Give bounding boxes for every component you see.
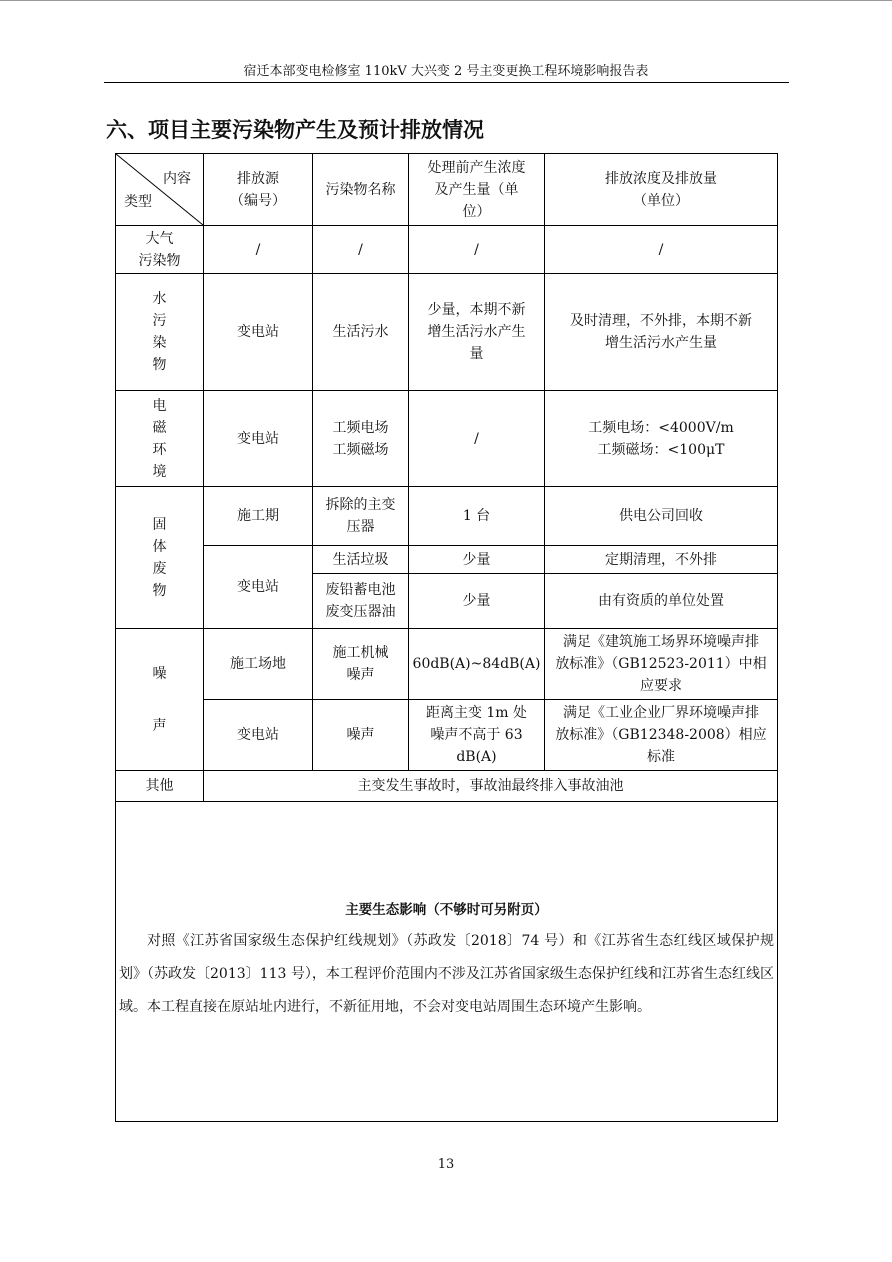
- diagonal-header-cell: [116, 154, 204, 226]
- em-before: /: [409, 391, 545, 487]
- air-pollutant: /: [313, 226, 409, 274]
- noise-pollutant-1: 施工机械 噪声: [313, 629, 409, 700]
- table-row-air: [116, 226, 778, 274]
- header-type-label: 类型: [124, 194, 152, 210]
- solid-after-3: 由有资质的单位处置: [545, 574, 778, 629]
- air-source: /: [204, 226, 313, 274]
- table-row-noise-2: [116, 700, 778, 771]
- running-header: 宿迁本部变电检修室 110kV 大兴变 2 号主变更换工程环境影响报告表: [243, 64, 649, 79]
- water-source: 变电站: [204, 274, 313, 391]
- header-rule: [104, 82, 789, 83]
- water-after: 及时清理，不外排，本期不新 增生活污水产生量: [545, 274, 778, 391]
- type-noise-top: 噪: [152, 665, 167, 682]
- table-row-water: [116, 274, 778, 391]
- solid-source-2: 变电站: [204, 546, 313, 629]
- header-source: 排放源 （编号）: [204, 154, 313, 226]
- eco-impact-title: 主要生态影响（不够时可另附页）: [345, 902, 548, 918]
- eco-impact-cell: [116, 802, 778, 1122]
- type-water: 水 污 染 物: [116, 274, 204, 391]
- page-top-border: [0, 0, 892, 1]
- table-header-row: [116, 154, 778, 226]
- noise-before-2: 距离主变 1m 处 噪声不高于 63 dB(A): [409, 700, 545, 771]
- noise-after-2: 满足《工业企业厂界环境噪声排 放标准》（GB12348-2008）相应 标准: [545, 700, 778, 771]
- em-pollutant: 工频电场 工频磁场: [313, 391, 409, 487]
- em-source: 变电站: [204, 391, 313, 487]
- air-before: /: [409, 226, 545, 274]
- water-before: 少量，本期不新 增生活污水产生 量: [409, 274, 545, 391]
- noise-after-1: 满足《建筑施工场界环境噪声排 放标准》（GB12523-2011）中相 应要求: [545, 629, 778, 700]
- table-row-noise-1: [116, 629, 778, 700]
- table-row-solid-2: [116, 546, 778, 574]
- header-after: 排放浓度及排放量 （单位）: [545, 154, 778, 226]
- solid-pollutant-3: 废铅蓄电池 废变压器油: [313, 574, 409, 629]
- type-other: 其他: [116, 771, 204, 802]
- solid-before-3: 少量: [409, 574, 545, 629]
- type-em: 电 磁 环 境: [116, 391, 204, 487]
- table-row-solid-1: [116, 487, 778, 546]
- water-pollutant: 生活污水: [313, 274, 409, 391]
- solid-source-1: 施工期: [204, 487, 313, 546]
- eco-impact-body: 对照《江苏省国家级生态保护红线规划》（苏政发〔2018〕74 号）和《江苏省生态红线区域保护规划》（苏政发〔2013〕113 号），本工程评价范围内不涉及江苏省国家级生态保护红线和江苏省生态红线区域。本工程直接在原站址内进行，不新征用地，不会对变电站周围生态环境产生影响。: [119, 933, 774, 1015]
- table-row-other: [116, 771, 778, 802]
- noise-source-1: 施工场地: [204, 629, 313, 700]
- section-title: 六、项目主要污染物产生及预计排放情况: [106, 118, 484, 142]
- type-noise-bottom: 声: [152, 717, 167, 734]
- type-air: 大气 污染物: [116, 226, 204, 274]
- type-solid: 固 体 废 物: [116, 487, 204, 629]
- solid-before-2: 少量: [409, 546, 545, 574]
- noise-source-2: 变电站: [204, 700, 313, 771]
- pollutant-table: [115, 153, 778, 1122]
- header-content-label: 内容: [163, 171, 191, 187]
- table-row-em: [116, 391, 778, 487]
- header-pollutant: 污染物名称: [313, 154, 409, 226]
- header-before: 处理前产生浓度 及产生量（单 位）: [409, 154, 545, 226]
- solid-after-1: 供电公司回收: [545, 487, 778, 546]
- solid-pollutant-1: 拆除的主变 压器: [313, 487, 409, 546]
- noise-pollutant-2: 噪声: [313, 700, 409, 771]
- type-noise: [116, 629, 204, 771]
- other-content: 主变发生事故时，事故油最终排入事故油池: [204, 771, 778, 802]
- table-row-eco: [116, 802, 778, 1122]
- noise-before-1: 60dB(A)~84dB(A): [409, 629, 545, 700]
- solid-after-2: 定期清理，不外排: [545, 546, 778, 574]
- solid-before-1: 1 台: [409, 487, 545, 546]
- solid-pollutant-2: 生活垃圾: [313, 546, 409, 574]
- em-after: 工频电场：<4000V/m 工频磁场：<100μT: [545, 391, 778, 487]
- page-number: 13: [437, 1157, 455, 1172]
- air-after: /: [545, 226, 778, 274]
